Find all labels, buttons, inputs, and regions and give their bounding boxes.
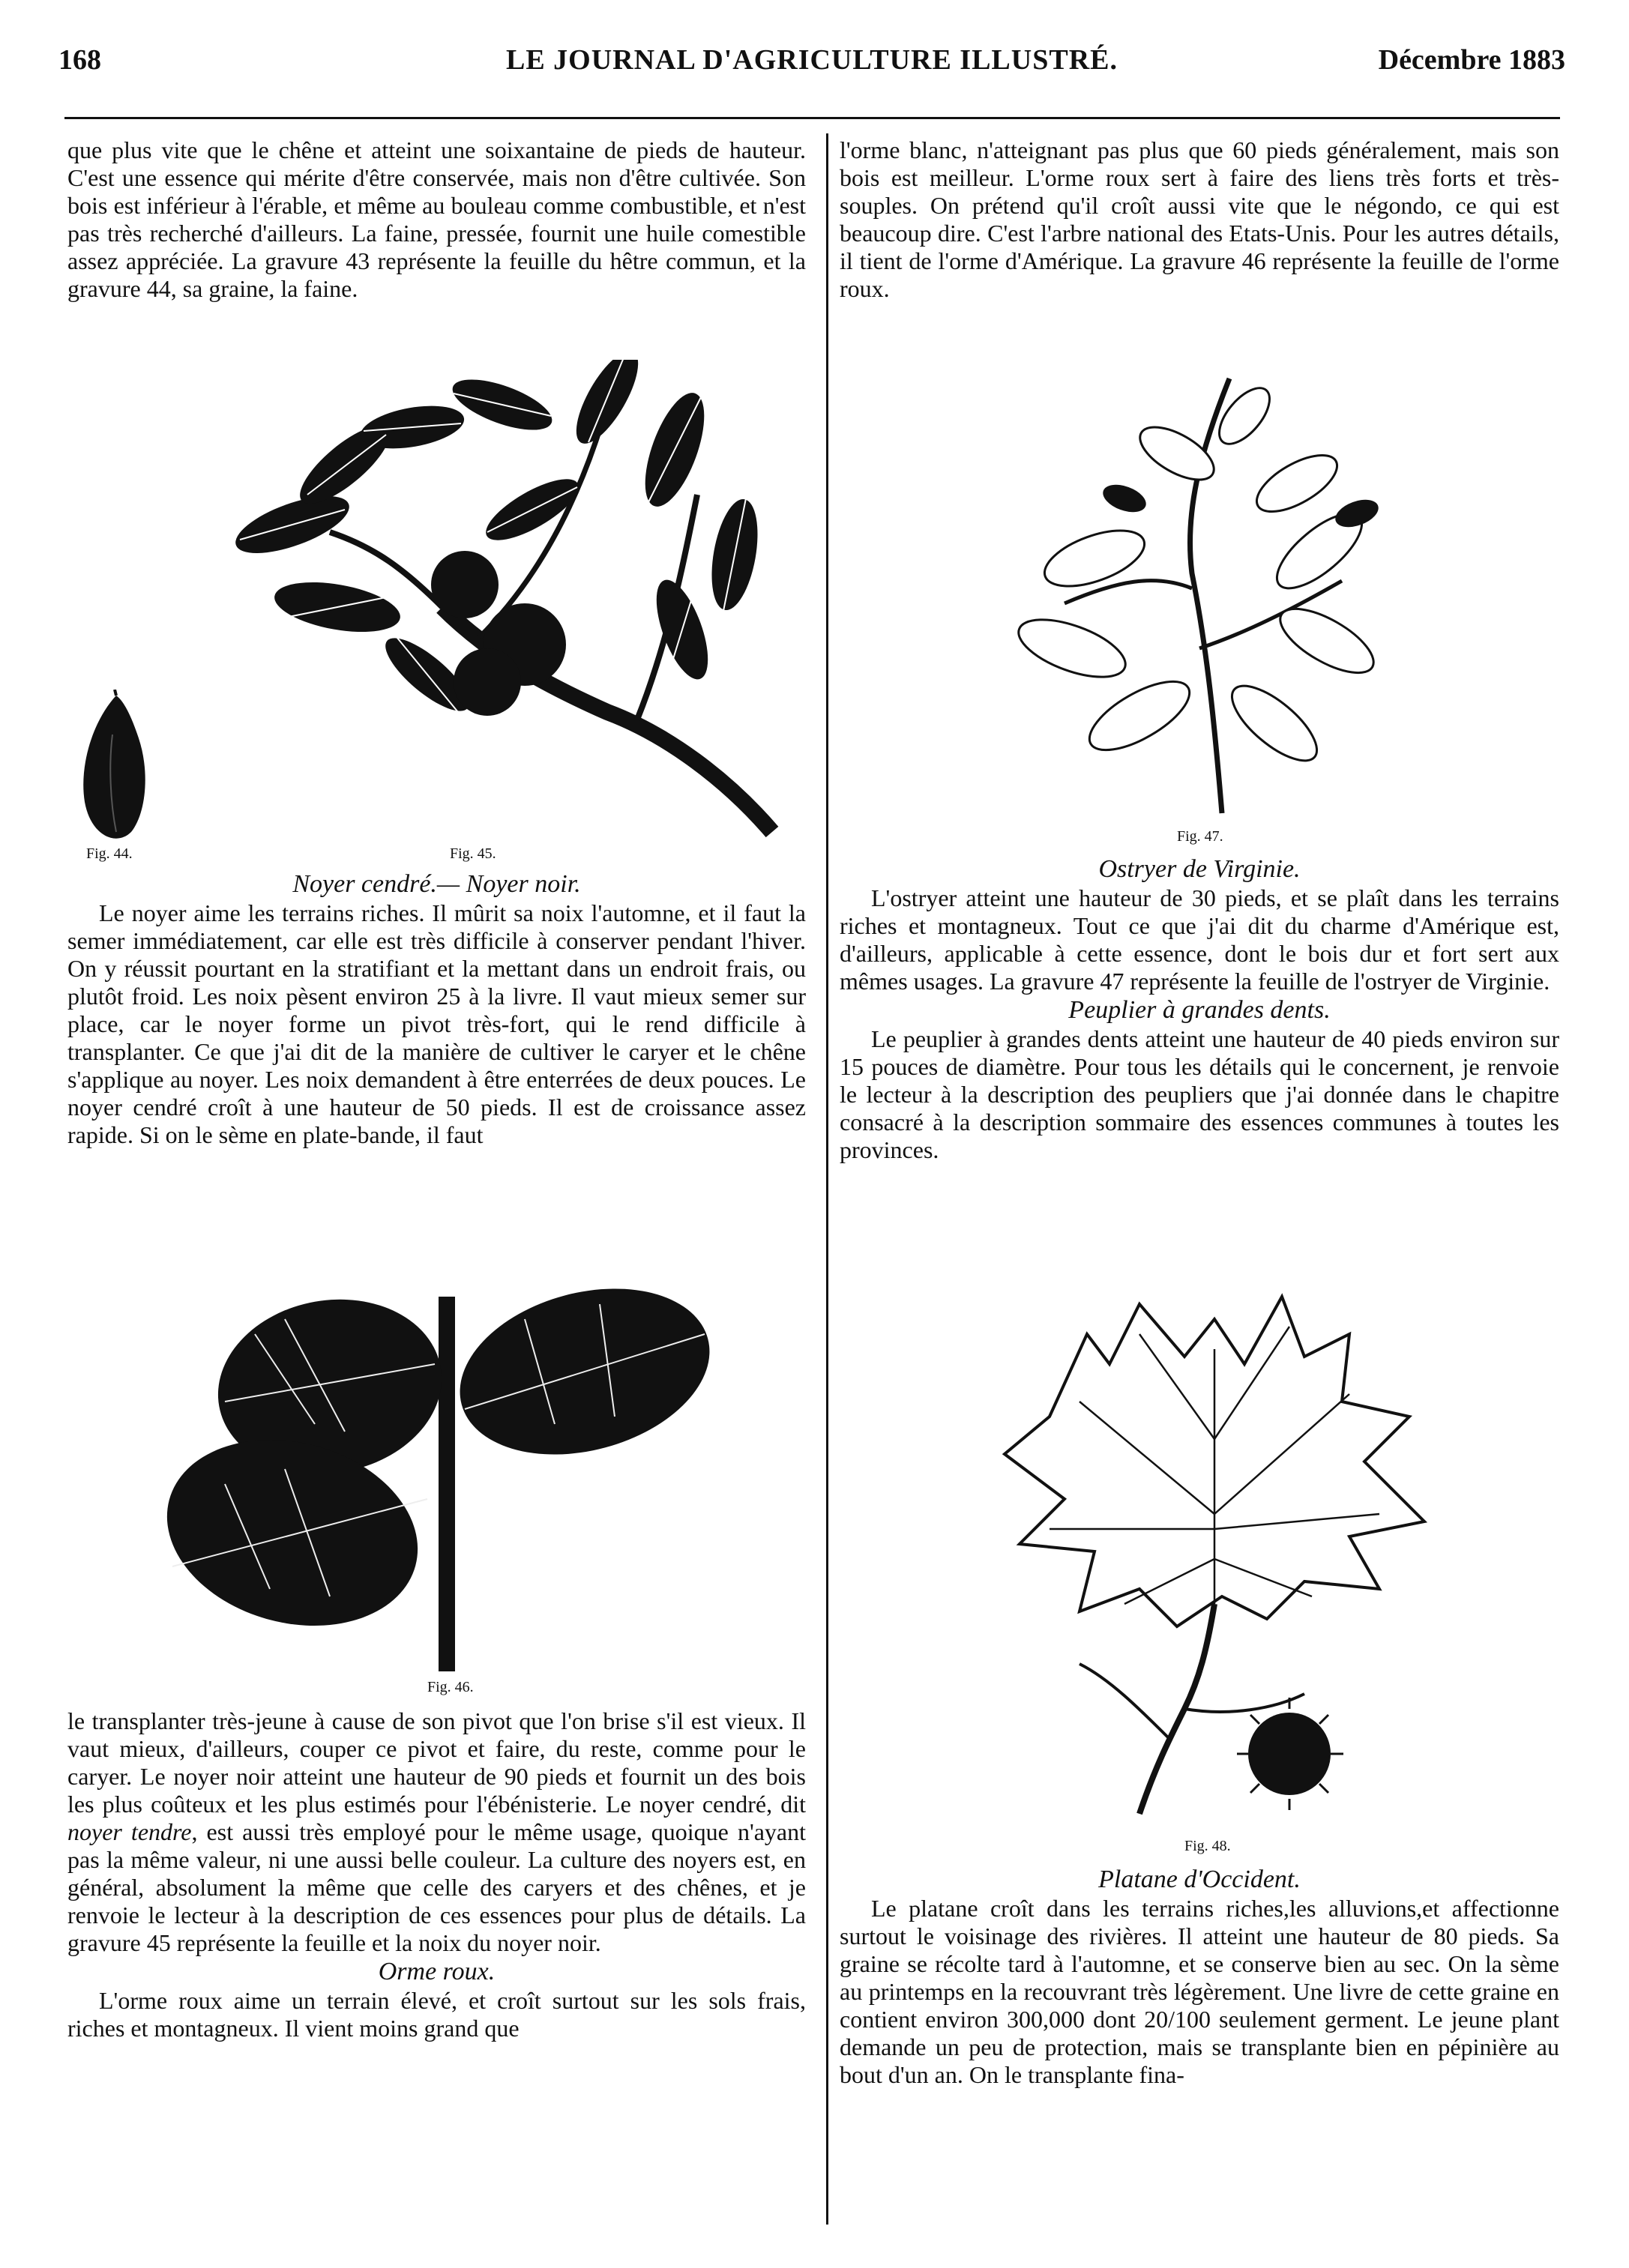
paragraph-noyer: Le noyer aime les terrains riches. Il mûrit sa noix l'automne, et il faut la semer immédiatement, car elle est très difficile à conserver pendant l'hiver. On y réussit pourtant en la stratifiant et la mettant dans un endroit frais, ou plutôt froid. Les noix pèsent environ 25 à la livre. Il vaut mieux semer sur place, car le noyer forme un pivot très-fort, qui le rend difficile à transplanter. Ce que j'ai dit de la manière de cultiver le caryer et le chêne s'applique au noyer. Les noix demandent à être enterrées de deux pouces. Le noyer cendré croît à une hauteur de 50 pieds. Il est de croissance assez rapide. Si on le sème en plate-bande, il faut [67,899,806,1148]
right-column-middle [840,854,1559,1164]
left-column-top [67,136,806,303]
paragraph-peuplier: Le peuplier à grandes dents atteint une hauteur de 40 pieds environ sur 15 pouces de diamètre. Pour tous les détails qui le concernent, je renvoie le lecteur à la description des peupliers que j'ai donnée dans le chapitre consacré à la description sommaire des essences communes à toutes les provinces. [840,1025,1559,1163]
column-divider [826,133,828,2225]
paragraph-noyer-suite-b: , est aussi très employé pour le même usage, quoique n'ayant pas la même valeur, ni une aussi belle couleur. La culture des noyers est, en général, absolument la même que celle des caryers et des chênes, et je renvoie le lecteur à la description de ces essences pour plus de détails. La gravure 45 représente la feuille et la noix du noyer noir. [67,1818,806,1956]
fig47-caption: Fig. 47. [1177,828,1223,845]
section-title-peuplier: Peuplier à grandes dents. [1068,996,1331,1024]
paragraph-hetre: que plus vite que le chêne et atteint une soixantaine de pieds de hauteur. C'est une essence qui mérite d'être conservée, mais non d'être cultivée. Son bois est inférieur à l'érable, et même au bouleau comme combustible, et n'est pas très recherché d'ailleurs. La faine, pressée, fournit une huile comestible assez appréciée. La gravure 43 représente la feuille du hêtre commun, et la gravure 44, sa graine, la faine. [67,136,806,302]
paragraph-noyer-suite-a: le transplanter très-jeune à cause de son pivot que l'on brise s'il est vieux. Il vaut mieux, d'ailleurs, couper ce pivot et faire, du reste, comme pour le caryer. Le noyer noir atteint une hauteur de 90 pieds et fournit un des bois les plus coûteux et les plus estimés pour l'ébénisterie. Le noyer cendré, dit [67,1707,806,1818]
page-header [58,43,1565,81]
fig45-caption: Fig. 45. [450,845,496,862]
fig44-seed-illustration [71,690,161,854]
fig45-walnut-branch-illustration [217,360,795,847]
left-column-noyer [67,869,806,1149]
section-title-platane: Platane d'Occident. [1098,1866,1301,1893]
issue-date: Décembre 1883 [1378,44,1565,76]
paragraph-ostryer: L'ostryer atteint une hauteur de 30 pieds, et se plaît dans les terrains riches et montagneux. Tout ce que j'ai dit du charme d'Amérique est, d'ailleurs, applicable à cette essence, dont le bois dur et fort sert aux mêmes usages. La gravure 47 représente la feuille de l'ostryer de Virginie. [840,884,1559,995]
journal-title: LE JOURNAL D'AGRICULTURE ILLUSTRÉ. [505,44,1118,76]
paragraph-noyer-suite-italic: noyer tendre [67,1818,192,1845]
section-title-orme: Orme roux. [378,1958,496,1985]
paragraph-orme-suite: l'orme blanc, n'atteignant pas plus que 60 pieds généralement, mais son bois est meilleur. L'orme roux sert à faire des liens très forts et très-souples. On prétend qu'il croît aussi vite que le négondo, ce qui est beaucoup dire. C'est l'arbre national des Etats-Unis. Pour les autres détails, il tient de l'orme d'Amérique. La gravure 46 représente la feuille de l'orme roux. [840,136,1559,302]
paragraph-orme: L'orme roux aime un terrain élevé, et croît surtout sur les sols frais, riches et montagneux. Il vient moins grand que [67,1987,806,2042]
header-rule [64,117,1560,119]
fig47-ostryer-illustration [1005,364,1394,828]
paragraph-platane: Le platane croît dans les terrains riches,les alluvions,et affectionne surtout le voisinage des rivières. Il atteint une hauteur de 80 pieds. Sa graine se récolte tard à l'automne, et se conserve bien au sec. On la sème au printemps en la recouvrant très légèrement. Une livre de cette graine en contient environ 300,000 dont 20/100 seulement germent. Le jeune plant demande un peu de protection, mais se transplante bien en pépinière au bout d'un an. On le transplante fina- [840,1895,1559,2088]
page-number: 168 [58,44,101,76]
fig48-caption: Fig. 48. [1184,1838,1231,1854]
right-column-bottom [840,1865,1559,2089]
fig44-caption: Fig. 44. [86,845,133,862]
fig46-elm-leaves-illustration [150,1274,720,1671]
fig48-platane-illustration [990,1289,1439,1829]
right-column-top [840,136,1559,303]
section-title-noyer: Noyer cendré.— Noyer noir. [292,870,581,898]
paragraph-noyer-suite [67,1707,806,1957]
fig46-caption: Fig. 46. [427,1679,474,1695]
left-column-bottom [67,1707,806,2042]
section-title-ostryer: Ostryer de Virginie. [1098,855,1301,883]
